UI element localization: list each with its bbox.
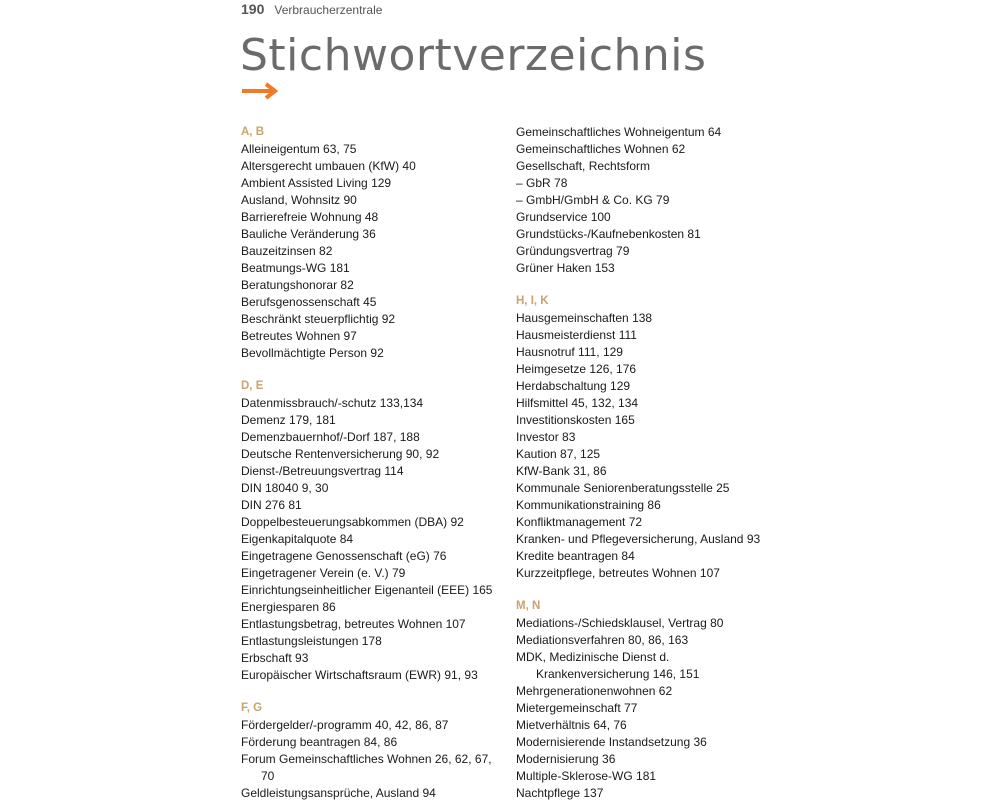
index-entry: Mietverhältnis 64, 76: [516, 718, 627, 732]
publisher-name: Verbraucherzentrale: [274, 3, 383, 17]
index-entry: KfW-Bank 31, 86: [516, 464, 607, 478]
index-entry: Grüner Haken 153: [516, 261, 615, 275]
index-entry: Mediations-/Schiedsklausel, Vertrag 80: [516, 616, 724, 630]
index-entry: Kommunale Seniorenberatungsstelle 25: [516, 481, 730, 495]
index-entry: Investor 83: [516, 430, 576, 444]
index-entry: Einrichtungseinheitlicher Eigenanteil (EEE) 165: [241, 583, 493, 597]
index-entry-continuation: Krankenversicherung 146, 151: [536, 667, 700, 681]
index-entry: Hilfsmittel 45, 132, 134: [516, 396, 639, 410]
index-column-left: [241, 124, 511, 802]
index-entry: Konfliktmanagement 72: [516, 515, 643, 529]
index-entry: Dienst-/Betreuungsvertrag 114: [241, 464, 404, 478]
section-heading-m-n: M, N: [516, 600, 541, 612]
section-heading-h-i-k: H, I, K: [516, 295, 549, 307]
index-entry: Eigenkapitalquote 84: [241, 532, 354, 546]
running-header: [241, 1, 382, 17]
index-entry: Modernisierung 36: [516, 752, 616, 766]
index-entry: Bevollmächtigte Person 92: [241, 346, 384, 360]
index-entry: Deutsche Rentenversicherung 90, 92: [241, 447, 440, 461]
index-entry: Bauzeitzinsen 82: [241, 244, 333, 258]
section-heading-d-e: D, E: [241, 380, 264, 392]
index-entry: Gründungsvertrag 79: [516, 244, 630, 258]
index-entry: Gemeinschaftliches Wohnen 62: [516, 142, 686, 156]
index-entry: Beschränkt steuerpflichtig 92: [241, 312, 396, 326]
index-entry: Demenz 179, 181: [241, 413, 336, 427]
section-heading-a-b: A, B: [241, 126, 264, 138]
index-entry: Mietergemeinschaft 77: [516, 701, 638, 715]
index-entry: Hausgemeinschaften 138: [516, 311, 653, 325]
index-entry: DIN 276 81: [241, 498, 302, 512]
index-entry: Altersgerecht umbauen (KfW) 40: [241, 159, 416, 173]
index-entry: Datenmissbrauch/-schutz 133,134: [241, 396, 424, 410]
index-entry: Bauliche Veränderung 36: [241, 227, 376, 241]
index-entry: Doppelbesteuerungsabkommen (DBA) 92: [241, 515, 464, 529]
index-entry: Beratungshonorar 82: [241, 278, 354, 292]
index-entry: Nachtpflege 137: [516, 786, 604, 800]
index-entry: Geldleistungsansprüche, Ausland 94: [241, 786, 436, 800]
index-entry: Kredite beantragen 84: [516, 549, 635, 563]
index-entry: Mehrgenerationenwohnen 62: [516, 684, 673, 698]
page-number: 190: [241, 1, 265, 17]
section-heading-f-g: F, G: [241, 702, 263, 714]
index-entry: Barrierefreie Wohnung 48: [241, 210, 379, 224]
index-entry: Kaution 87, 125: [516, 447, 601, 461]
index-subentry: – GbR 78: [516, 176, 568, 190]
index-entry: Eingetragener Verein (e. V.) 79: [241, 566, 406, 580]
index-entry: Energiesparen 86: [241, 600, 336, 614]
index-entry: Heimgesetze 126, 176: [516, 362, 637, 376]
index-entry: Forum Gemeinschaftliches Wohnen 26, 62, 67,: [241, 752, 492, 766]
index-entry: Eingetragene Genossenschaft (eG) 76: [241, 549, 447, 563]
index-entry: Entlastungsbetrag, betreutes Wohnen 107: [241, 617, 466, 631]
index-entry: Multiple-Sklerose-WG 181: [516, 769, 657, 783]
index-entry: Fördergelder/-programm 40, 42, 86, 87: [241, 718, 449, 732]
index-entry: Herdabschaltung 129: [516, 379, 631, 393]
index-entry: DIN 18040 9, 30: [241, 481, 329, 495]
page-title: Stichwortverzeichnis: [240, 30, 707, 81]
index-entry: Ambient Assisted Living 129: [241, 176, 392, 190]
index-entry: Gemeinschaftliches Wohneigentum 64: [516, 125, 722, 139]
index-entry: Kommunikationstraining 86: [516, 498, 661, 512]
index-entry: Entlastungsleistungen 178: [241, 634, 382, 648]
index-entry: Hausnotruf 111, 129: [516, 345, 623, 359]
index-entry-continuation: 70: [261, 769, 275, 783]
index-entry: MDK, Medizinische Dienst d.: [516, 650, 670, 664]
index-subentry: – GmbH/GmbH & Co. KG 79: [516, 193, 670, 207]
index-entry: Modernisierende Instandsetzung 36: [516, 735, 707, 749]
index-entry: Grundstücks-/Kaufnebenkosten 81: [516, 227, 701, 241]
index-entry: Berufsgenossenschaft 45: [241, 295, 377, 309]
index-column-right: [516, 124, 806, 802]
index-entry: Beatmungs-WG 181: [241, 261, 350, 275]
index-entry: Alleineigentum 63, 75: [241, 142, 357, 156]
index-entry: Erbschaft 93: [241, 651, 309, 665]
index-entry: Kurzzeitpflege, betreutes Wohnen 107: [516, 566, 720, 580]
index-entry: Hausmeisterdienst 111: [516, 328, 637, 342]
index-entry: Investitionskosten 165: [516, 413, 635, 427]
index-entry: Förderung beantragen 84, 86: [241, 735, 398, 749]
index-entry: Grundservice 100: [516, 210, 611, 224]
arrow-right-icon: [241, 82, 279, 100]
index-entry: Europäischer Wirtschaftsraum (EWR) 91, 93: [241, 668, 478, 682]
index-entry: Betreutes Wohnen 97: [241, 329, 357, 343]
index-entry: Gesellschaft, Rechtsform: [516, 159, 651, 173]
index-entry: Kranken- und Pflegeversicherung, Ausland 93: [516, 532, 761, 546]
index-entry: Demenzbauernhof/-Dorf 187, 188: [241, 430, 420, 444]
index-entry: Ausland, Wohnsitz 90: [241, 193, 357, 207]
index-entry: Mediationsverfahren 80, 86, 163: [516, 633, 689, 647]
